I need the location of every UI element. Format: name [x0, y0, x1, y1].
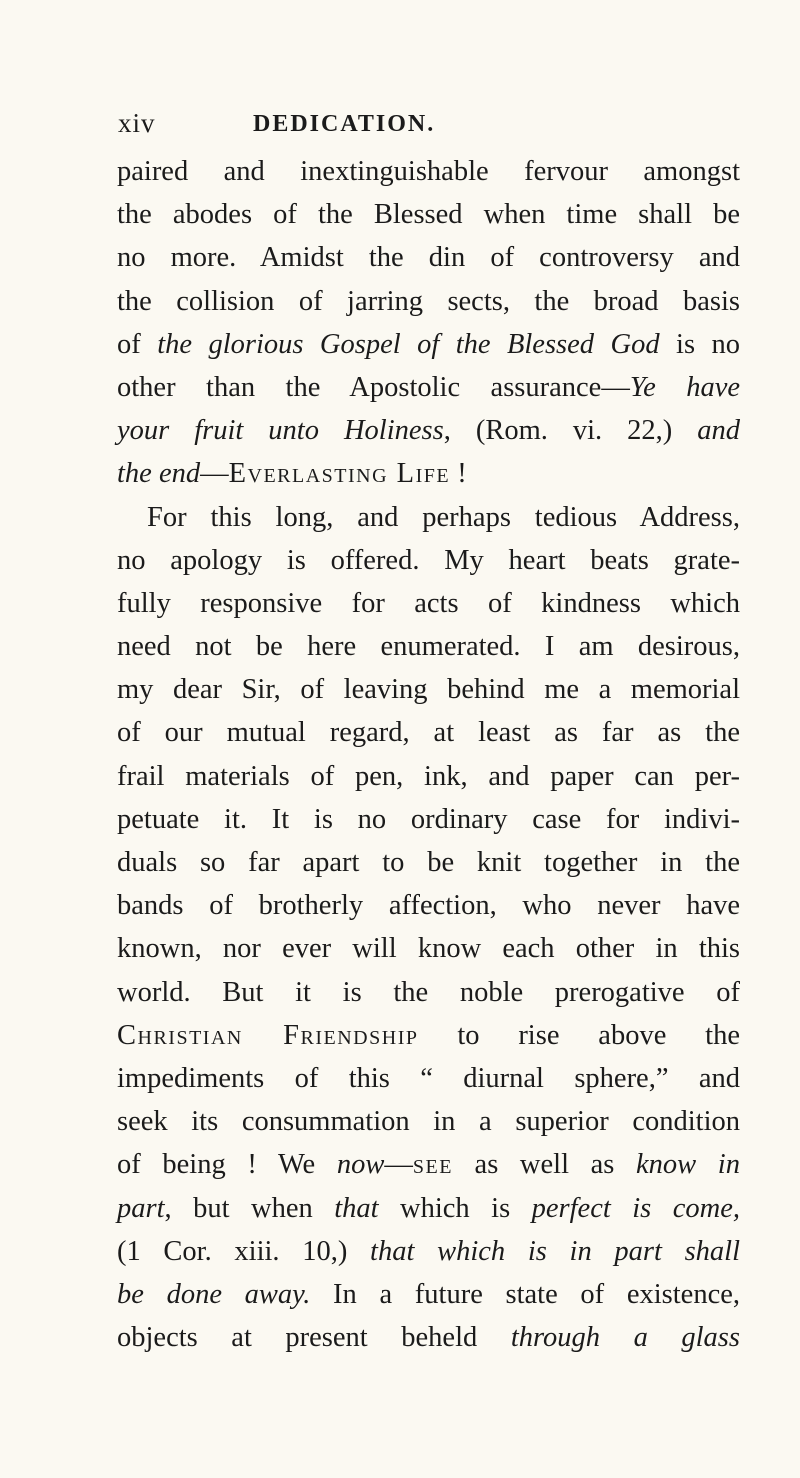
italic-text: through a glass — [510, 1322, 740, 1354]
text-run: — — [384, 1149, 413, 1181]
text-line — [117, 1187, 740, 1230]
text-run: seek its consummation in a superior condition — [117, 1106, 740, 1138]
italic-text: know in — [636, 1149, 740, 1181]
text-run: the abodes of the Blessed when time shall be — [117, 199, 740, 231]
italic-text: that — [334, 1192, 379, 1224]
text-run: frail materials of pen, ink, and paper can per- — [117, 760, 740, 792]
text-run: to rise above the — [418, 1019, 740, 1051]
text-line — [117, 539, 740, 582]
text-run: For this long, and perhaps tedious Address, — [147, 501, 740, 533]
text-run: objects at present beheld — [117, 1322, 511, 1354]
text-run: of our mutual regard, at least as far as the — [117, 717, 740, 749]
text-line — [117, 625, 740, 668]
text-run: In a future state of existence, — [310, 1278, 740, 1310]
text-line — [117, 150, 740, 193]
italic-text: perfect is come, — [531, 1192, 740, 1224]
text-line — [117, 841, 740, 884]
small-caps-text: see — [412, 1149, 453, 1181]
text-line — [117, 1143, 740, 1186]
running-head: DEDICATION. — [253, 111, 436, 137]
text-line — [117, 366, 740, 409]
small-caps-text: Everlasting Life — [228, 458, 451, 490]
text-line — [117, 927, 740, 970]
text-run: , but when — [164, 1192, 335, 1224]
text-line — [117, 1100, 740, 1143]
italic-text: Ye have — [629, 371, 740, 403]
text-run: petuate it. It is no ordinary case for indivi- — [117, 803, 740, 835]
text-line — [117, 496, 740, 539]
text-line — [117, 1316, 740, 1359]
text-run: known, nor ever will know each other in this — [117, 933, 740, 965]
text-line — [117, 236, 740, 279]
text-run: the collision of jarring sects, the broad basis — [117, 285, 740, 317]
text-line — [117, 409, 740, 452]
italic-text: the end — [117, 458, 201, 490]
italic-text: part — [117, 1192, 165, 1224]
text-line — [117, 884, 740, 927]
text-line — [117, 711, 740, 754]
text-run: as well as — [452, 1149, 637, 1181]
text-line — [117, 280, 740, 323]
text-run: paired and inextinguishable fervour amongst — [117, 156, 740, 187]
text-run: (1 Cor. xiii. 10,) — [117, 1235, 371, 1267]
italic-text: now — [336, 1149, 385, 1181]
text-line — [117, 668, 740, 711]
text-line — [117, 971, 740, 1014]
small-caps-text: Christian Friendship — [117, 1019, 419, 1051]
italic-text: be done away. — [117, 1278, 311, 1310]
italic-text: and — [697, 415, 740, 447]
text-run: no apology is offered. My heart beats grate- — [117, 544, 740, 576]
text-run: fully responsive for acts of kindness which — [117, 587, 740, 619]
text-run: , (Rom. vi. 22,) — [443, 415, 698, 447]
text-run: bands of brotherly affection, who never have — [117, 890, 740, 922]
text-line — [117, 1057, 740, 1100]
text-run: ! — [450, 458, 467, 490]
text-run: which is — [378, 1192, 532, 1224]
text-line — [117, 193, 740, 236]
italic-text: the glorious Gospel of the Blessed God — [157, 328, 660, 360]
text-line — [117, 1014, 740, 1057]
body-text — [117, 150, 740, 1359]
text-run: duals so far apart to be knit together in the — [117, 847, 740, 878]
text-run: my dear Sir, of leaving behind me a memorial — [117, 674, 740, 706]
text-run: of — [117, 328, 158, 360]
text-line — [117, 452, 740, 495]
text-line — [117, 755, 740, 798]
text-run: is no — [659, 328, 740, 360]
italic-text: your fruit unto Holiness — [117, 415, 444, 447]
text-line — [117, 323, 740, 366]
page-header — [118, 108, 718, 144]
text-line — [117, 582, 740, 625]
text-run: of being ! We — [117, 1149, 337, 1181]
text-run: no more. Amidst the din of controversy and — [117, 242, 740, 274]
text-run: other than the Apostolic assurance— — [117, 371, 630, 403]
text-line — [117, 1273, 740, 1316]
text-line — [117, 1230, 740, 1273]
text-run: — — [200, 458, 229, 490]
italic-text: that which is in part shall — [370, 1235, 741, 1267]
page-number: xiv — [118, 108, 156, 138]
text-line — [117, 798, 740, 841]
text-run: world. But it is the noble prerogative of — [117, 976, 740, 1008]
text-run: impediments of this “ diurnal sphere,” and — [117, 1062, 740, 1094]
text-run: need not be here enumerated. I am desirous, — [117, 631, 740, 663]
